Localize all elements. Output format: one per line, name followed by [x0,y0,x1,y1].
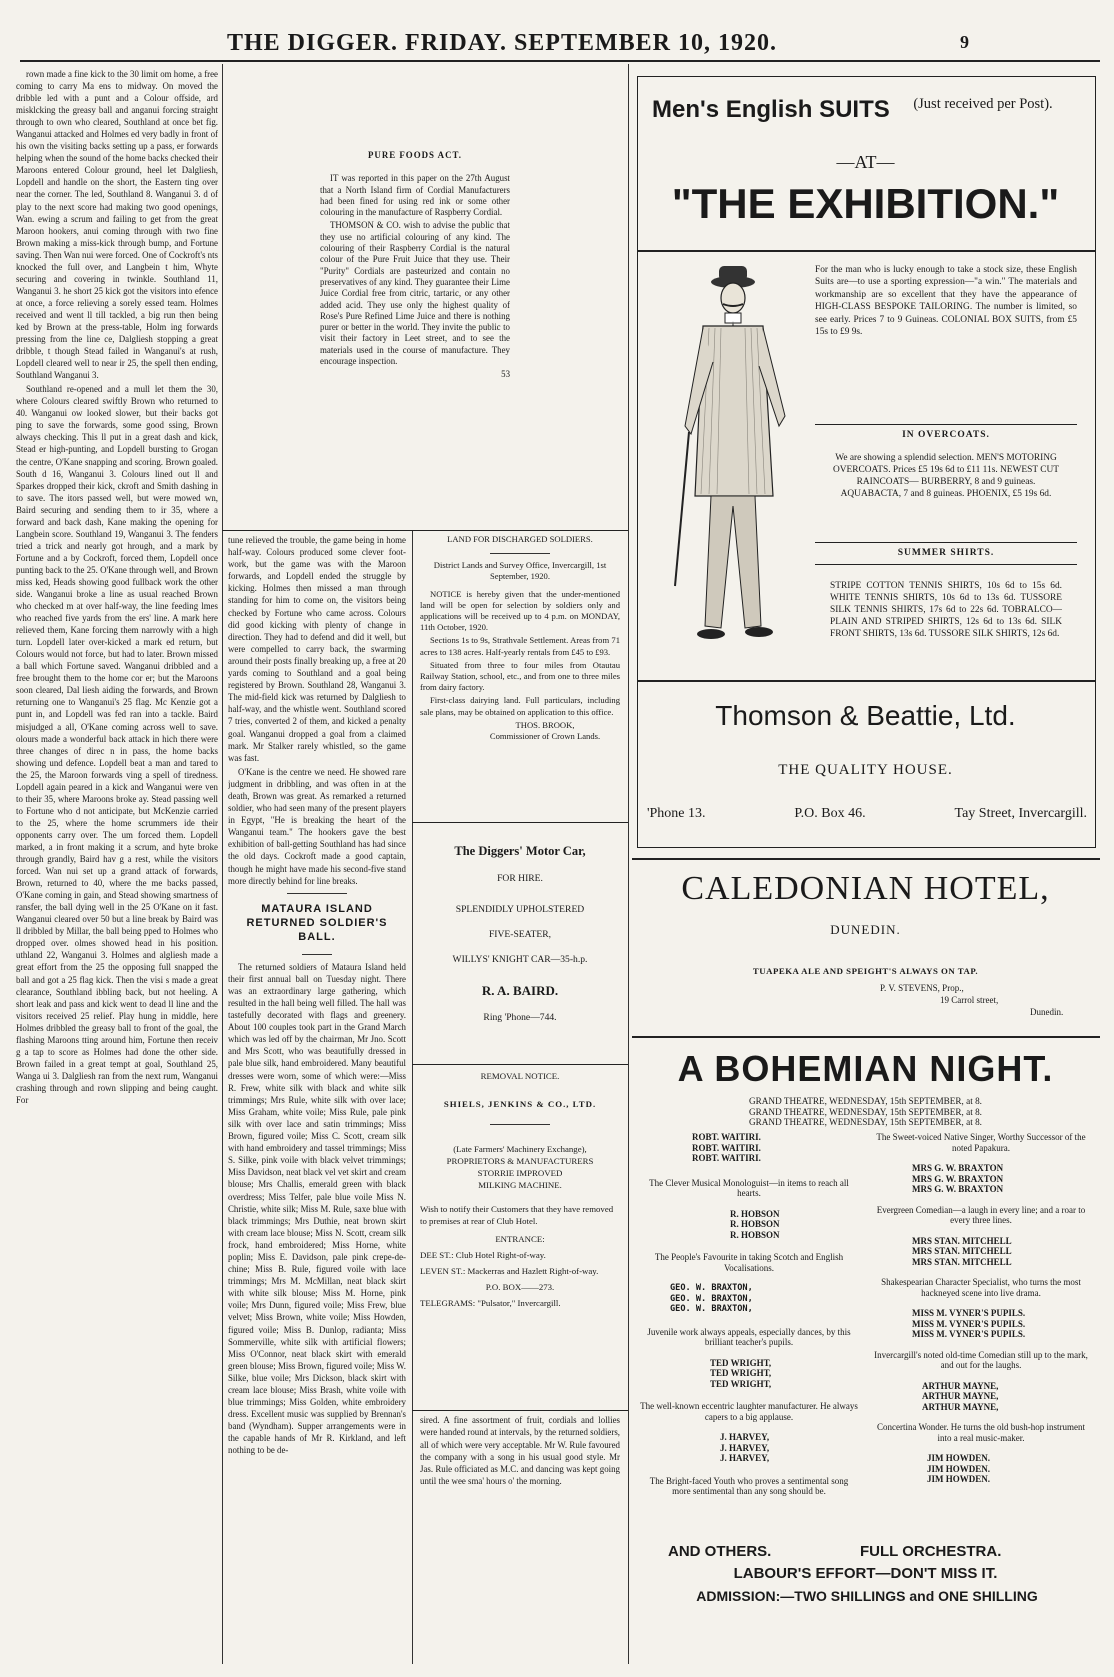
suits-note: (Just received per Post). [913,96,1053,112]
and-others: AND OTHERS. [668,1543,772,1560]
thomson-contact-row [647,806,1087,822]
overcoats-heading: IN OVERCOATS. [902,430,990,440]
face [721,283,745,313]
suits-intro-text: For the man who is lucky enough to take a stock size, these English Suits are—to use a sporting expression—"a win." The materials and workmanship are so excellent that they have the appearance of HIGH-CLASS BESPOKE TAILORING. The number is limited, so see early. Prices 7 to 9 Guineas. COLONIAL BOX SUITS, from £5 15s to £9 9s. [815,265,1077,338]
land-office: District Lands and Survey Office, Invercargill, 1st September, 1920. [433,560,607,582]
performer-name: JIM HOWDEN. [927,1474,990,1484]
quality-house: THE QUALITY HOUSE. [778,762,953,778]
left-shoe [697,629,725,639]
performer-name: TED WRIGHT, [710,1378,772,1389]
article-paragraph: tune relieved the trouble, the game being in home half-way. Colours produced some clever foot-work, but the game was with the Maroon forwards, and Lopdell ended the struggle by kicking. Holmes then missed a man through standing for him to come on, the visitors being checked by Fortune who came across. Colours did good kicking with plenty of change in direction. They had to defend and did it well, but were compelled to carry back, the swarming around their posts finally breaking up, a free at 20 yards coming to Southland and a goal being registered by Brown. Southland 28, Wanganui 3. The mid-field kick was returned by Dalgliesh to half-way, and the whistle went. Southland scored 7 tries, converted 2 of them, and kicked a penalty goal. Wanganui dropped a goal from a claimed mark. Mr Stalker rarely whistled, so the game was fast. [228,535,406,763]
overcoats-list [830,452,1062,534]
shirts-heading: SUMMER SHIRTS. [897,548,995,558]
removal-line: STORRIE IMPROVED [477,1168,563,1178]
motor-line: WILLYS' KNIGHT CAR—35-h.p. [452,954,588,965]
notice-ref: 53 [501,369,510,380]
programme-right-column [872,1132,1090,1497]
pure-foods-heading: PURE FOODS ACT. [368,150,462,160]
column-divider [222,64,223,1664]
removal-line: PROPRIETORS & MANUFACTURERS [446,1156,594,1166]
caledonian-city: DUNEDIN. [830,922,901,937]
trousers [705,496,761,628]
motor-line: FIVE-SEATER, [488,929,552,940]
removal-entrance-line: LEVEN ST.: Mackerras and Hazlett Right-of-way. [420,1266,599,1276]
performer-name: ROBT. WAITIRI. [692,1153,761,1163]
performer-entry [872,1132,1090,1195]
section-rule [632,1036,1100,1038]
notice-paragraph: IT was reported in this paper on the 27th August that a North Island firm of Cordial Manufacturers had been fined for using red ink or some other colouring in the manufacture of Raspberry Cordial. [320,173,510,218]
performer-desc: Concertina Wonder. He turns the old bush-hop instrument into a real music-maker. [876,1422,1086,1443]
masthead-rule [20,60,1100,62]
bohemian-theatre-line: GRAND THEATRE, WEDNESDAY, 15th SEPTEMBER, at 8. [749,1106,982,1117]
performer-entry [872,1350,1090,1413]
removal-entrance-line: DEE ST.: Club Hotel Right-of-way. [420,1250,546,1260]
divider [287,893,347,894]
right-shoe [745,627,773,637]
admission: ADMISSION:—TWO SHILLINGS and ONE SHILLING [696,1588,1038,1604]
motor-line: SPLENDIDLY UPHOLSTERED [455,904,585,915]
removal-paragraph: Wish to notify their Customers that they have removed to premises at rear of Club Hotel. [420,1204,614,1226]
performer-entry [872,1277,1090,1340]
full-orchestra: FULL ORCHESTRA. [860,1543,1002,1560]
notice-paragraph: THOMSON & CO. wish to advise the public that they use no artificial colouring of any kind. The colouring of their Raspberry Cordial is the natural colour of the Pure Fruit Juice that they use. Their "Purity" Cordials are pasteurized and contain no preservatives of any kind. They guarantee their Lime Juice Cordial free from citric, tartaric, or any other added acid. They use only the highest quality of Rose's Pure Refined Lime Juice and there is nothing purer or better in the world. They invite the public to visit their factory in Leet street, and to see the materials used in the course of manufacture. They encourage inspection. [320,220,510,367]
performer-name: ARTHUR MAYNE, [922,1401,999,1412]
notice-paragraph: Situated from three to four miles from Otautau Railway Station, school, etc., and from one to three miles from dairy factory. [420,659,620,693]
section-rule [815,564,1077,565]
caledonian-town: Dunedin. [1030,1007,1064,1017]
performer-entry [640,1432,858,1497]
article-paragraph: rown made a fine kick to the 30 limit om home, a free coming to carry Ma ens to midway. On moved the dribble led with a punt and a Colour offside, ard misklcking the greasy ball and anganui forcing straight through to own who cleared, Southland at once bet fig. Wanganui attacked and Holmes ed very badly in front of his own the visiting backs setting up a pass, er forwards helping when the sound of the home backs checked their Maroons entered Colour ground, heel let Dalgliesh, Lopdell and handle on the short, the Eastern ting over near the corner. The led, Southland 8. Wanganui 3. d of play to the next score had making two good openings, Wan. ewing a scrum and failing to get from the great Maroon hookers, anui coming through with two fine Brown making a miss-kick through bump, and Fortune saving. Then Wan nui were forced. One of Cockroft's nts knocked the full over, and Langbein t him, Whyte securing and covering in twinkle. Southland 11, Wanganui 3. he short 25 kick got the visitors into efence at once, a force relieving a sorely essed team. Holmes received and went ll till tackled, a big run then being ked by Brown at the press-table, Holm ing forwards pressing from the line ce, Dalgliesh stopping a great dribble, t though Stead failed in Wanganui's at rush, Lopdell cleared well to near ir 25, the spell then ending, Southland Wanganui 3. [16,69,218,381]
land-notice [420,534,620,814]
performer-entry [872,1205,1090,1268]
walking-cane [675,432,689,586]
divider [490,553,550,554]
notice-paragraph: NOTICE is hereby given that the under-mentioned land will be open for selection by soldiers only and applications will be received up to 4 p.m. on MONDAY, 11th October, 1920. [420,588,620,633]
performer-entry [640,1283,858,1348]
ball-heading: MATAURA ISLAND RETURNED SOLDIER'S BALL. [246,902,388,943]
performer-desc: The People's Favourite in taking Scotch and English Vocalisations. [654,1252,844,1273]
article-paragraph: The returned soldiers of Mataura Island held their first annual ball on Tuesday night. There was an extraordinary large gathering, which resulted in the hall being well filled. The hall was tastefully decorated with flags and greenery. About 100 couples took part in the Grand March which was led off by the chairman, Mr Jno. Scott and Mrs Scott, who was beautifully dressed in pale blue silk, hand embroidered. Many beautiful dresses were worn, some of which were:—Miss R. Frew, white silk with black and white silk trimmings; Mrs Rule, white silk with over lace; Miss Graham, white voile; Miss Rule, pale pink silk with over lace and satin trimmings; Miss Brown, figured voile; Miss C. Scott, cream silk with hand embroidery and tassel trimmings; Miss S. Silke, pink voile with black velvet trimmings; Miss Davidson, neat black vel vet skirt and cream blouse; Mrs Challis, emerald green with black overdress; Miss Telfer, pale blue voile Miss N. Christie, white silk; Miss M. Rule, saxe blue with black trimmings; Mrs Duthie, neat brown skirt with cream lace blouse; Miss N. Scott, cream silk frock, hand embroidered; Miss Horne, white poplin; Miss E. Davidson, pale pink crepe-de-chine; Miss B. Rule, figured voile with lace trimmings; Mrs M. McMillan, neat black skirt with white silk blouse; Miss M. Horne, pink voile; Mrs Dunn, figured voile; Miss Frew, blue velvet; Miss Brown, white voile; Miss Howden, figured voile; Miss B. Dunlop, radianta; Miss Sommerville, white silk with artificial flowers; Miss O'Connor, neat black skirt with emerald green blouse; Miss Brown, figured voile; Miss W. Silke, blue voile; Mrs Dickson, black skirt with cream lace blouse; Miss Brash, white voile with blue trimmings; Miss Golden, white embroidery dress. Excellent music was supplied by Brennan's band (Wyndham). Supper arrangements were in the capable hands of Mr R. Kirkland, and left nothing to be de- [228,961,406,1456]
removal-line: (Late Farmers' Machinery Exchange), [453,1144,587,1154]
suits-exhibition: "THE EXHIBITION." [671,180,1060,227]
hat-crown [719,266,747,281]
land-heading: LAND FOR DISCHARGED SOLDIERS. [447,534,593,544]
caledonian-street: 19 Carrol street, [940,995,999,1005]
caledonian-title: CALEDONIAN HOTEL, [681,870,1050,907]
section-rule [815,542,1077,543]
performer-name: R. HOBSON [730,1208,780,1219]
removal-notice [420,1070,620,1360]
bohemian-title: A BOHEMIAN NIGHT. [677,1048,1054,1089]
performer-desc: Evergreen Comedian—a laugh in every line; and a roar to every three lines. [876,1204,1086,1225]
performer-name: ROBT. WAITIRI. [692,1142,761,1153]
performer-name: MRS STAN. MITCHELL [912,1256,1012,1267]
performer-name: MISS M. VYNER'S PUPILS. [912,1329,1026,1339]
bohemian-programme [640,1132,1090,1512]
performer-name: J. HARVEY, [720,1453,770,1463]
caledonian-ale: TUAPEKA ALE AND SPEIGHT'S ALWAYS ON TAP. [752,966,979,976]
performer-desc: Shakespearian Character Specialist, who turns the most hackneyed scene into live drama. [881,1277,1081,1298]
caledonian-proprietor [880,982,1080,1018]
performer-name: MRS STAN. MITCHELL [912,1246,1012,1256]
performer-desc: Invercargill's noted old-time Comedian still up to the mark, and out for the laughs. [874,1349,1088,1370]
article-paragraph: sired. A fine assortment of fruit, cordials and lollies were handed round at intervals, by the returned soldiers, all of which were very acceptable. Mr W. Rule favoured the company with a song in his usual good style. Mr Jas. Rule officiated as M.C. and dancing was kept going until the wee sma' hours o' the morning. [420,1415,620,1487]
performer-name: TED WRIGHT, [710,1368,772,1378]
article-paragraph: Southland re-opened and a mull let them the 30, where Colours cleared swiftly Brown who returned to 40. Wanganui ow looked slower, but their backs got ping to save the forwards, some good ssing, Brown always checking. This ll put in a great dash and kick, Stead er high-punting, and Lopdell bursting to Grogan the centre, O'Kane snapping and scoring. Brown goaled. South d 16, Wanganui 3. Colours lined out ll and Sparkes dropped their kick, ckroft and Smith dashing in to save. The itors passed well, but were mowed wn, Baird securing and sending them to ir 35, where a forward and back dash, Kane making the opening for Langbein score. Southland 19, Wanganui 3. The fenders tried a trick and nearly got hrough, and a mark by Fortune and a by Cockroft, forced them, Lopdell once punting back to the 25. O'Kane through well, and Brown miss ked, Heads showing good fullback work the other side. Wanganui broke a line as usual reached Brown who checked m at over half-way, the line feeding lmes who reached five yards from the ers' line. A mark here relieved them, Kane forcing them narrowly with a high turn. Lopdell later over-kicked a mark ed return, but Colours would not force, but had to later. Brown missed a ball which Fortune saved. Wanganui dribbled and a free brought them to the home cor er; but the Maroons soon cleared, Dal liesh aiding the forwards, and Brown returning one to Wanganui's 25 flag. Mc Kenzie got a punt in, and Lopdell was fed ran into a tackle. Baird misjudged a all, O'Kane coming across well to save. olours made a wonderful back attack in hich there were three changes of direc n in pass, the home backs showing und defence. Lopdell beat a man and tared to the 25, the Maroon forwards ving a spell of tiredness. Lopdell again peared in a kick and Wanganui were ven to their 35, where Maroons broke ay. Stead passing well to Fortune who d not anticipate, but McKenzie carried to the 25, where the home scrummers ide their opponents carry over. The um forced them. Lopdell marked, a in front making it a scrum, and hyte broke through grandly, Baird hav g a rest, while the visitors forced. Wan nui set up a grand attack of forwards, Brown, returned to 40, where the me backs passed, O'Kane coming in gain, and Stead showing smartness of ransfer, the ball dying well in the 25 O'Kane on it fast. Wanganui cleared over 50 but a line break by Baird was ll dribbled by Millar, the ball being pped to Holmes who dropped over. olmes showed head in his position. uthland 22, Wanganui 3. Holmes and algliesh made a great effort from the 25 the opposing full snapped the ball and got a 25 flag kick. Then the visi s made a great clearance, Southland ibbling back, but not heeling. A short leak and pass and kick went to dead ll line and the visitors received 25 relief. Play hung in middle, here Holmes dribbled the greasy ball to front of the goal, the flashing Maroons tting around him, Fortune then receiv g a tap to score as Holmes had done the other side. Brown failed in a great tempt at goal, Southland 25, Wanga ui 3. Dalgliesh ran from the next rum, Wanganui crashing through and rown slipping and being caught. For [16,384,218,1105]
page-number: 9 [960,32,969,52]
motor-phone: Ring 'Phone—744. [483,1012,557,1023]
programme-left-column [640,1132,858,1497]
performer-name: J. HARVEY, [720,1432,770,1442]
performer-name: ARTHUR MAYNE, [922,1391,999,1401]
motor-car-ad [420,845,620,1060]
section-rule [412,822,628,823]
column-divider [412,530,413,1664]
performer-name: MISS M. VYNER'S PUPILS. [912,1308,1026,1318]
performer-entry [640,1209,858,1274]
masthead [0,30,1114,56]
removal-telegrams: TELEGRAMS: "Pulsator," Invercargill. [420,1298,561,1308]
performer-entry [640,1132,858,1199]
section-rule [632,858,1100,860]
notice-paragraph: Sections 1s to 9s, Strathvale Settlement. Areas from 71 acres to 138 acres. Half-yearly rentals from £45 to £93. [420,635,620,657]
thomson-phone: 'Phone 13. [647,806,706,821]
shirts-text: STRIPE COTTON TENNIS SHIRTS, 10s 6d to 15s 6d. WHITE TENNIS SHIRTS, 10s 6d to 13s 6d. TUSSORE SILK TENNIS SHIRTS, 17s 6d to 22s 6d. TOBRALCO—PLAIN AND STRIPED SHIRTS, 12s 6d to 13s 6d. SILK FRONT SHIRTS, 13s 6d. TUSSORE SILK SHIRTS, 12s 6d. [830,581,1062,639]
caledonian-prop: P. V. STEVENS, Prop., [880,983,964,993]
removal-firm: SHIELS, JENKINS & CO., LTD. [443,1099,597,1109]
section-rule [815,424,1077,425]
performer-desc: The Clever Musical Monologuist—in items to reach all hearts. [649,1177,849,1198]
motor-line: FOR HIRE. [497,873,543,884]
bohemian-theatre-line: GRAND THEATRE, WEDNESDAY, 15th SEPTEMBER, at 8. [749,1096,982,1106]
thomson-pobox: P.O. Box 46. [794,806,866,821]
performer-name: MRS G. W. BRAXTON [912,1173,1004,1184]
removal-pobox: P.O. BOX——273. [485,1282,555,1292]
rugby-report-column [16,68,218,1663]
performer-name: JIM HOWDEN. [927,1453,990,1463]
performer-name: JIM HOWDEN. [927,1463,990,1474]
labours-effort: LABOUR'S EFFORT—DON'T MISS IT. [733,1565,998,1582]
performer-name: GEO. W. BRAXTON, [670,1304,753,1314]
performer-name: GEO. W. BRAXTON, [670,1293,753,1304]
suits-intro [815,264,1077,419]
performer-name: MISS M. VYNER'S PUPILS. [912,1318,1026,1329]
performer-name: ROBT. WAITIRI. [692,1132,761,1142]
shirts-list [830,580,1062,670]
performer-entry [872,1422,1090,1485]
motor-owner: R. A. BAIRD. [481,983,559,998]
performer-name: MRS G. W. BRAXTON [912,1163,1004,1173]
land-signature: THOS. BROOK, [515,719,575,730]
programme-grid [640,1132,1090,1497]
bohemian-theatre-line: GRAND THEATRE, WEDNESDAY, 15th SEPTEMBER, at 8. [749,1117,982,1127]
performer-name: MRS G. W. BRAXTON [912,1184,1004,1194]
performer-desc: The Sweet-voiced Native Singer, Worthy Successor of the noted Papakura. [876,1132,1086,1153]
removal-heading: REMOVAL NOTICE. [480,1071,560,1081]
performer-desc: The well-known eccentric laughter manufacturer. He always capers to a big applause. [640,1401,858,1422]
thomson-address: Tay Street, Invercargill. [954,806,1087,821]
land-signature-title: Commissioner of Crown Lands. [489,731,601,742]
performer-name: J. HARVEY, [720,1442,770,1453]
bohemian-theatre-block [637,1096,1094,1128]
article-paragraph: O'Kane is the centre we need. He showed rare judgment in dribbling, and was often in at the death, Brown was great. As remarked a returned soldier, who had seen many of the present players in Egypt, "He is breaking the heart of the Wanganui team." The hookers gave the best exhibition of ball-getting Southland has had since the old days. Cockroft made a good captain, though he might have made his second-five stand more directly behind for line breaks. [228,766,406,886]
pure-foods-notice [320,150,510,450]
motor-title: The Diggers' Motor Car, [454,845,586,858]
performer-name: R. HOBSON [730,1229,780,1240]
section-rule [412,1064,628,1065]
suits-at: —AT— [836,152,895,172]
divider [490,1124,550,1125]
gentleman-illustration [655,266,815,671]
ball-report-column [228,534,406,1664]
suits-title: Men's English SUITS [652,96,890,123]
performer-desc: The Bright-faced Youth who proves a sentimental song more sentimental than any song should be. [649,1475,849,1496]
divider [302,954,332,955]
performer-name: MRS STAN. MITCHELL [912,1235,1012,1246]
removal-line: MILKING MACHINE. [478,1180,562,1190]
section-rule [637,250,1095,252]
performer-name: GEO. W. BRAXTON, [670,1283,753,1293]
column-divider [628,64,629,1664]
notice-paragraph: First-class dairying land. Full particulars, including sale plans, may be obtained on application to this office. [420,695,620,717]
performer-name: TED WRIGHT, [710,1357,772,1368]
performer-desc: Juvenile work always appeals, especially dances, by this brilliant teacher's pupils. [647,1326,851,1347]
section-rule [412,1410,628,1411]
performer-name: ARTHUR MAYNE, [922,1380,999,1391]
section-rule [637,680,1095,682]
performer-entry [640,1358,858,1423]
section-rule [222,530,628,531]
removal-entrance: ENTRANCE: [495,1234,545,1244]
performer-name: R. HOBSON [730,1219,780,1229]
thomson-beattie-name: Thomson & Beattie, Ltd. [715,700,1016,731]
masthead-title: THE DIGGER. FRIDAY. SEPTEMBER 10, 1920. [227,30,777,56]
overcoats-text: We are showing a splendid selection. MEN'S MOTORING OVERCOATS. Prices £5 19s 6d to £11 11s. NEWEST CUT RAINCOATS— BURBERRY, 8 and 9 guineas. AQUABACTA, 7 and 8 guineas. PHOENIX, £5 19s 6d. [833,453,1059,499]
ball-report-end [420,1414,620,1504]
